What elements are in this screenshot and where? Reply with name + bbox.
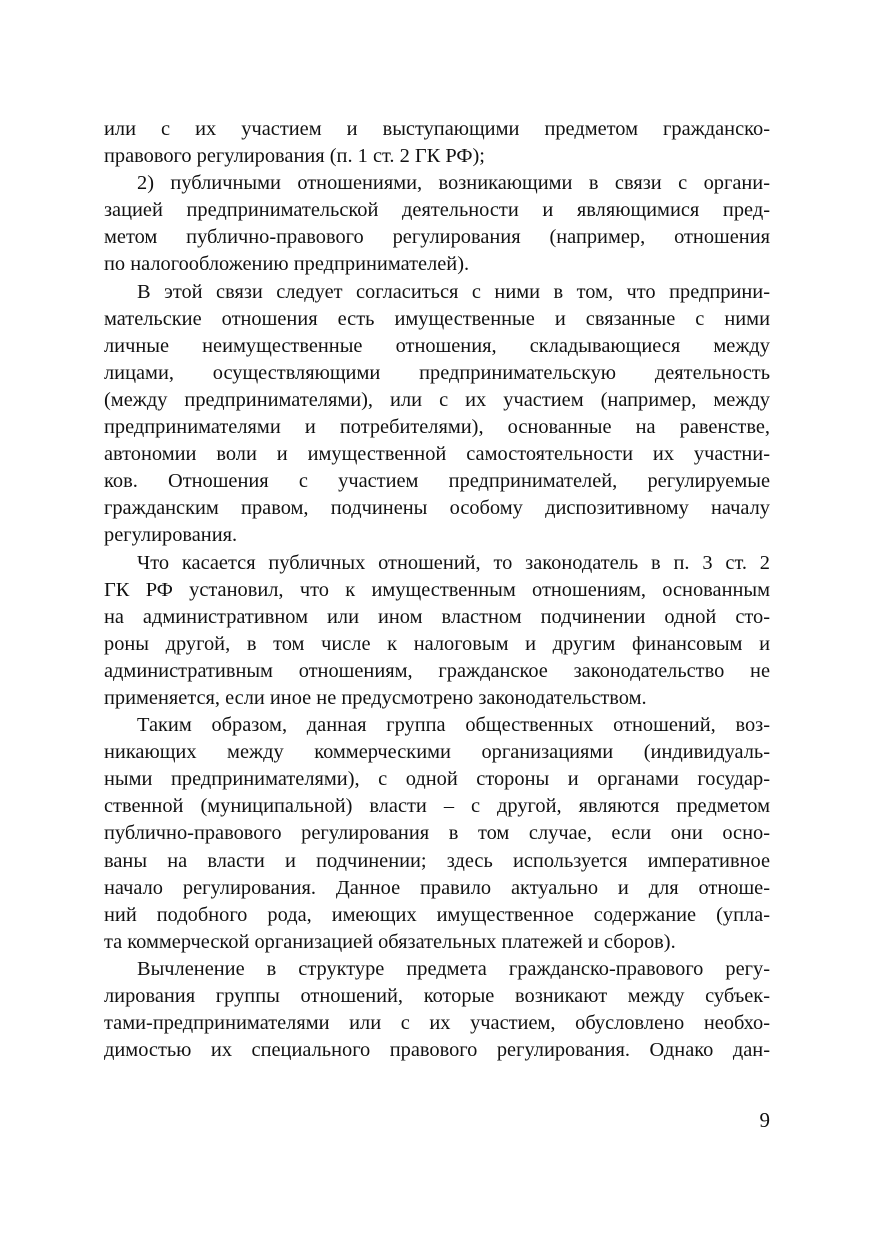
text-line: на административном или ином властном подчинении одной сто-: [104, 605, 770, 628]
page-number: 9: [759, 1108, 770, 1132]
text-line: правового регулирования (п. 1 ст. 2 ГК РФ);: [104, 145, 485, 168]
text-line: ственной (муниципальной) власти – с другой, являются предметом: [104, 795, 770, 818]
text-line: мательские отношения есть имущественные и связанные с ними: [104, 307, 770, 330]
text-line: метом публично-правового регулирования (например, отношения: [104, 226, 770, 249]
text-line: ваны на власти и подчинении; здесь используется императивное: [104, 849, 770, 872]
text-line: по налогообложению предпринимателей).: [104, 253, 470, 276]
text-line: (между предпринимателями), или с их участием (например, между: [104, 388, 770, 411]
text-line: ний подобного рода, имеющих имущественное содержание (упла-: [104, 903, 770, 926]
text-line: роны другой, в том числе к налоговым и другим финансовым и: [104, 632, 770, 655]
text-line: или с их участием и выступающими предметом гражданско-: [104, 118, 770, 140]
text-line: публично-правового регулирования в том случае, если они осно-: [104, 822, 770, 845]
text-line: личные неимущественные отношения, складывающиеся между: [104, 334, 770, 357]
body-text: [104, 116, 770, 1064]
text-line: димостью их специального правового регулирования. Однако дан-: [104, 1039, 770, 1062]
text-line: применяется, если иное не предусмотрено законодательством.: [104, 686, 647, 709]
text-line: ными предпринимателями), с одной стороны и органами государ-: [104, 768, 770, 791]
text-line: ГК РФ установил, что к имущественным отношениям, основанным: [104, 578, 770, 601]
text-line: регулирования.: [104, 524, 238, 547]
text-line: предпринимателями и потребителями), основанные на равенстве,: [104, 416, 770, 439]
text-line: Вычленение в структуре предмета гражданско-правового регу-: [137, 957, 770, 980]
text-line: та коммерческой организацией обязательных платежей и сборов).: [104, 930, 676, 953]
text-line: административным отношениям, гражданское законодательство не: [104, 659, 770, 682]
page-body: [104, 116, 770, 1064]
text-line: гражданским правом, подчинены особому диспозитивному началу: [104, 497, 770, 520]
text-line: 2) публичными отношениями, возникающими в связи с органи-: [137, 172, 770, 195]
text-line: лицами, осуществляющими предпринимательскую деятельность: [104, 361, 770, 384]
text-line: никающих между коммерческими организациями (индивидуаль-: [104, 741, 770, 764]
text-line: тами-предпринимателями или с их участием, обусловлено необхо-: [104, 1012, 770, 1035]
text-line: ков. Отношения с участием предпринимателей, регулируемые: [104, 470, 770, 493]
text-line: В этой связи следует согласиться с ними в том, что предприни-: [137, 280, 770, 303]
text-line: зацией предпринимательской деятельности и являющимися пред-: [104, 199, 770, 222]
text-line: автономии воли и имущественной самостоятельности их участни-: [104, 443, 770, 466]
text-line: начало регулирования. Данное правило актуально и для отноше-: [104, 876, 770, 899]
text-line: лирования группы отношений, которые возникают между субъек-: [104, 985, 770, 1007]
text-line: Что касается публичных отношений, то законодатель в п. 3 ст. 2: [137, 551, 770, 574]
text-line: Таким образом, данная группа общественных отношений, воз-: [137, 714, 770, 737]
